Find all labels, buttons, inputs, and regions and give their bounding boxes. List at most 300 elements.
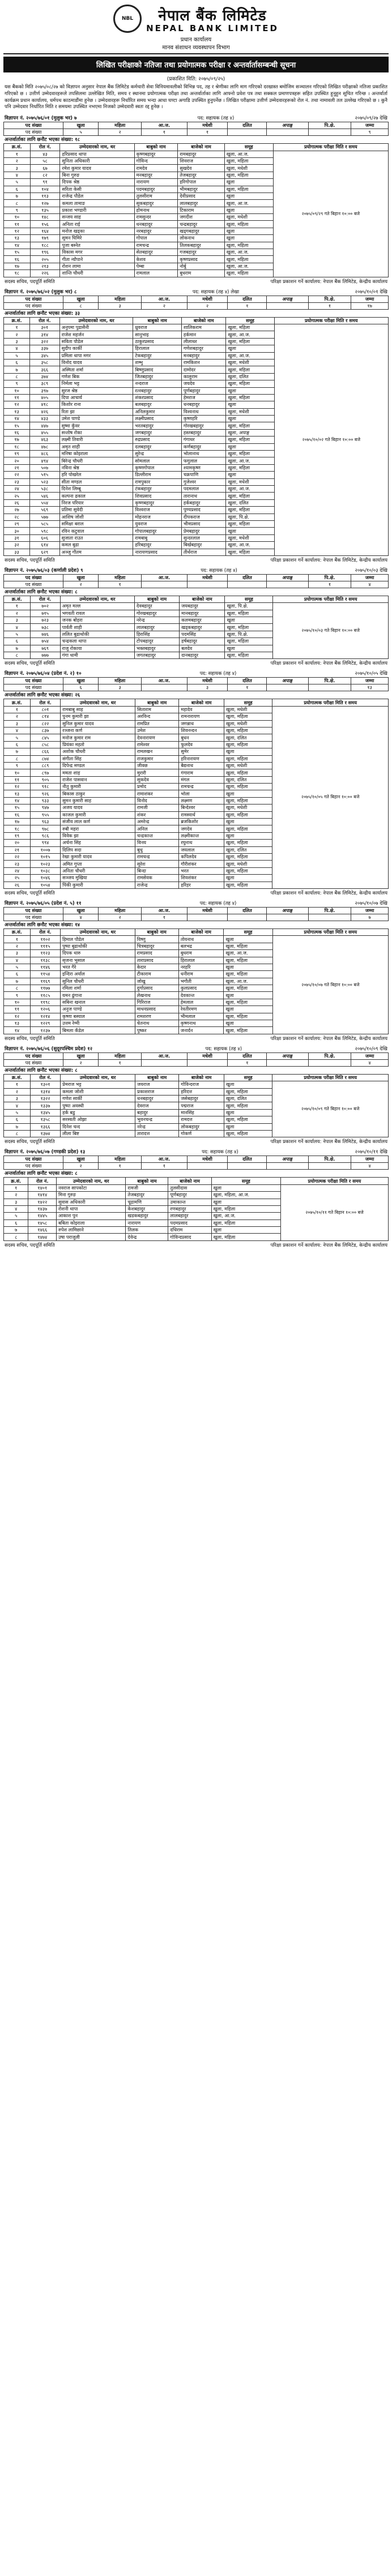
- table-cell: टीकाराम: [135, 971, 178, 978]
- table-cell: मनोज कुमार राम: [61, 734, 135, 741]
- table-cell: खुला: [224, 1020, 272, 1027]
- table-cell: जगबहादुर: [133, 429, 182, 436]
- table-cell: २७: [4, 507, 30, 514]
- table-cell: खुला, पि.क्षे.: [226, 514, 274, 520]
- table-cell: नारायणप्रसाद: [133, 549, 182, 555]
- seat-header-cell: अपाङ्ग: [267, 296, 308, 302]
- table-cell: बिकास ठाकुर: [61, 790, 135, 797]
- table-cell: २३: [4, 861, 31, 867]
- table-cell: खुला, आ.ज.: [224, 249, 273, 256]
- table-cell: खुला, महिला: [211, 1234, 280, 1240]
- seat-header-cell: पि.क्षे.: [308, 907, 351, 914]
- column-header: उम्मेदवारको नाम, थर: [60, 596, 134, 602]
- table-cell: ४: [4, 1205, 28, 1212]
- table-cell: १२०६: [30, 1006, 60, 1013]
- seat-value: [308, 684, 351, 691]
- seat-value: [308, 1059, 351, 1066]
- table-cell: खुला, महिला: [224, 242, 273, 249]
- table-cell: खुला, महिला: [211, 1219, 280, 1226]
- table-cell: खडकबहादुर: [126, 1213, 168, 1219]
- table-cell: खुला, महिला: [226, 422, 274, 429]
- table-cell: खुला, महिला: [224, 713, 272, 720]
- table-cell: शंकरप्रसाद: [133, 394, 182, 401]
- table-cell: गोविन्द: [134, 157, 178, 164]
- table-cell: १७९: [30, 235, 60, 242]
- table-cell: पद्मराज: [179, 1102, 224, 1109]
- table-cell: ५: [4, 734, 31, 741]
- table-cell: ९५५: [30, 811, 60, 818]
- table-cell: ११: [4, 1006, 31, 1013]
- table-cell: दुर्गाप्रसाद: [135, 985, 178, 992]
- table-cell: नवराज सापकोटा: [56, 1184, 125, 1191]
- table-cell: खुला, मधेशी: [226, 478, 274, 485]
- table-cell: नविना श्रेष्ठ: [59, 464, 133, 471]
- table-cell: रामलखन: [135, 748, 179, 755]
- table-cell: सुनिल चौधरी: [60, 978, 135, 985]
- table-cell: ८८९: [30, 762, 60, 769]
- table-cell: देवकान्त: [178, 992, 224, 999]
- table-cell: रामदेव: [134, 165, 178, 172]
- table-cell: ५७७: [30, 514, 59, 520]
- passed-count-line: [3, 136, 389, 143]
- table-cell: १२: [4, 401, 30, 408]
- table-cell: चन्द्रकला थापा: [60, 638, 134, 645]
- table-cell: भीमबहादुर: [178, 186, 225, 192]
- column-header: समूह: [226, 317, 274, 324]
- intro-paragraph: यस बैंकको मिति २०७५/०८/२७ को विज्ञापन अनुसार नेपाल बैंक लिमिटेड कर्मचारी सेवा विनियमावलीको विभिन्न पद, तह र श्रेणीका लागि माग गरिएको दरखास्त बमोजिम सञ्चालन गरिएको लिखित परीक्षाको नतिजा प्रकाशित गरिएको छ । उत्तीर्ण उम्मेदवारहरूले तपसिलमा उल्लेखित मिति, समय र स्थानमा प्रयोगात्मक परीक्षा तथा अन्तर्वार्ताका लागि आफ्नो प्रवेश पत्र तथा सक्कल प्रमाणपत्रहरू सहित उपस्थित हुनुहुन सूचित गरिन्छ । अन्तर्वार्ता कार्यक्रम प्रधान कार्यालय, धर्मपथ काठमाडौंमा हुनेछ । उम्मेदवारहरू निर्धारित समय भन्दा आधा घण्टा अगाडि उपस्थित हुनुपर्नेछ । लिखित परीक्षामा उत्तीर्ण उम्मेदवारहरूको रोल नं. तथा नामावली तल उल्लेख गरिएको छ । कुनै पनि उम्मेदवार निर्धारित मिति र समयमा उपस्थित नभएमा निजको उम्मेदवारी स्वतः रद्द हुनेछ ।: [5, 84, 387, 110]
- notice-title: लिखित परीक्षाको नतिजा तथा प्रयोगात्मक परीक्षा र अन्तर्वार्तासम्बन्धी सूचना: [3, 57, 389, 72]
- table-cell: खुला, महिला: [226, 338, 274, 345]
- table-cell: १५: [4, 422, 30, 429]
- seat-values-row: [4, 1059, 389, 1066]
- schedule-cell: २०७५/०९/२९ गते बिहान १०:०० बजे: [273, 151, 388, 277]
- table-cell: दिपक थारु: [60, 950, 135, 957]
- table-cell: ४७८: [30, 443, 59, 450]
- table-cell: निरज परियार: [59, 499, 133, 506]
- table-cell: ६: [4, 359, 30, 366]
- table-cell: नरेन्द्र: [134, 617, 179, 624]
- seat-header-row: [4, 122, 389, 129]
- table-cell: रामनारायण: [179, 713, 224, 720]
- column-header: प्रयोगात्मक परीक्षा मिति र समय: [274, 317, 388, 324]
- table-cell: खुला, महिला: [226, 437, 274, 443]
- section-footer: [3, 1241, 389, 1250]
- section-footer: [3, 659, 389, 667]
- seat-value: [267, 914, 308, 921]
- table-cell: गौरीशंकर: [179, 861, 224, 867]
- table-cell: ६: [4, 1219, 28, 1226]
- table-cell: राजेश महर्जन: [59, 331, 133, 338]
- table-cell: काजल कुमारी: [61, 811, 135, 818]
- level-label: पद: सहायक (तह ४) लेखा: [192, 289, 240, 295]
- table-cell: २२६: [30, 270, 60, 277]
- table-cell: रामबहादुर: [178, 151, 225, 157]
- level-label: पद: सहायक (तह ४): [199, 900, 237, 906]
- seat-value: १: [99, 1059, 142, 1066]
- table-cell: खुला, मधेशी: [226, 534, 274, 541]
- table-cell: १२: [4, 784, 31, 790]
- seat-value: १: [187, 129, 228, 136]
- table-cell: गंगा धामी: [60, 652, 134, 659]
- table-cell: महादेव: [179, 706, 224, 713]
- table-cell: सुजाता राउत: [59, 534, 133, 541]
- table-cell: ९७८: [30, 825, 60, 832]
- table-cell: प्रकाशराज: [135, 1088, 179, 1095]
- seat-table: [3, 122, 389, 136]
- table-cell: निर्मला भट्ट: [59, 380, 133, 387]
- table-cell: अमृत शाही: [59, 443, 133, 450]
- seat-value: ६: [63, 684, 99, 691]
- table-cell: २५: [4, 493, 30, 499]
- table-cell: २१३: [30, 263, 60, 269]
- table-cell: भगौती: [178, 978, 224, 985]
- table-cell: तीर्थराज: [181, 549, 226, 555]
- table-cell: टिकाराम: [178, 207, 225, 213]
- seat-header-row: [4, 678, 389, 684]
- table-cell: बिष्णुप्रसाद: [133, 366, 182, 373]
- schedule-cell: २०७५/१०/११ गते बिहान १०:०० बजे: [280, 1184, 388, 1240]
- seat-value: ४: [351, 581, 389, 588]
- table-cell: १०४६: [30, 875, 60, 882]
- table-cell: १: [4, 324, 30, 331]
- candidates-table: [3, 317, 389, 556]
- table-cell: खुला: [224, 179, 273, 186]
- column-header: रोल नं.: [30, 596, 60, 602]
- table-cell: शिवनन्दन: [179, 727, 224, 734]
- table-cell: जगदेव: [179, 825, 224, 832]
- table-cell: खुला, महिला: [224, 825, 272, 832]
- table-cell: ७६९: [30, 645, 60, 652]
- seat-header-cell: जम्मा: [351, 574, 389, 581]
- table-cell: तोयनाथ: [178, 936, 224, 943]
- table-cell: रामजी: [126, 1184, 168, 1191]
- seat-value: [187, 914, 228, 921]
- table-cell: किशोर राना: [59, 401, 133, 408]
- seat-values-row: [4, 129, 389, 136]
- table-cell: ८९७: [30, 769, 60, 776]
- table-cell: ७१५: [30, 610, 60, 617]
- table-cell: खुला, दलित: [224, 846, 272, 853]
- seat-row-label: पद संख्या: [4, 1059, 63, 1066]
- table-cell: बिन्देश्वर: [179, 805, 224, 811]
- seat-value: १: [142, 129, 188, 136]
- table-cell: ९३३: [30, 797, 60, 804]
- table-cell: खुला, महिला: [224, 769, 272, 776]
- table-cell: १४१४: [28, 1192, 57, 1199]
- table-cell: हर्क बडु: [61, 1109, 135, 1116]
- column-header: प्रयोगात्मक परीक्षा मिति र समय: [272, 928, 388, 935]
- table-cell: १२१४: [30, 1013, 60, 1020]
- table-cell: गणेश सार्की: [61, 1095, 135, 1102]
- table-cell: अनुज पाण्डे: [60, 1006, 135, 1013]
- table-cell: तुलसीराम: [134, 192, 178, 199]
- seat-header-cell: दलित: [228, 678, 267, 684]
- seat-value: [267, 302, 308, 309]
- publisher-note: परिक्षा प्रकाशन गर्ने कार्यालय: नेपाल बैंक लिमिटेड, केन्द्रीय कार्यालय: [270, 557, 387, 563]
- table-row: [4, 936, 389, 943]
- table-cell: ११०२: [30, 936, 60, 943]
- table-row: [4, 151, 389, 157]
- seat-value: [187, 1059, 228, 1066]
- section-footer: [3, 556, 389, 564]
- table-cell: खुला: [224, 964, 272, 970]
- table-cell: खुला, आ.ज.: [211, 1213, 280, 1219]
- table-cell: १३१४: [30, 1088, 60, 1095]
- seat-value: ३: [187, 684, 228, 691]
- seat-value: [187, 1163, 228, 1170]
- table-cell: ४: [4, 345, 30, 352]
- table-cell: खुला, मधेशी: [226, 408, 274, 415]
- committee-note: सदस्य सचिव, पदपूर्ति समिति: [5, 1139, 55, 1145]
- table-cell: सुकबहादुर: [134, 200, 178, 207]
- column-header: बाबुको नाम: [126, 1178, 168, 1184]
- table-cell: खुला, महिला: [226, 493, 274, 499]
- section-header: [3, 900, 389, 907]
- table-cell: खुला, अपाङ्ग: [226, 429, 274, 436]
- seat-header-cell: अपाङ्ग: [267, 1156, 308, 1163]
- table-cell: राजेश पासवान: [61, 776, 135, 783]
- table-cell: राजु रोकाया: [60, 645, 134, 652]
- seat-header-cell: पि.क्षे.: [308, 574, 351, 581]
- table-cell: हर्षबहादुर: [180, 638, 225, 645]
- schedule-cell: २०७५/१०/०३ गते बिहान १०:०० बजे: [273, 603, 389, 659]
- table-cell: सीता मण्डल: [59, 478, 133, 485]
- seat-value: ७: [351, 914, 389, 921]
- table-cell: ११५४: [30, 971, 60, 978]
- section-footer: [3, 1034, 389, 1043]
- table-cell: १०४: [30, 186, 60, 192]
- table-cell: १४५८: [28, 1219, 57, 1226]
- table-cell: ८: [4, 200, 31, 207]
- table-cell: ३१४: [30, 331, 59, 338]
- table-cell: ३३: [4, 549, 30, 555]
- table-cell: १४: [4, 797, 31, 804]
- seat-table: [3, 677, 389, 691]
- table-cell: अमित गुप्ता: [61, 861, 135, 867]
- table-cell: अनिता राई: [60, 221, 134, 228]
- column-header: प्रयोगात्मक परीक्षा मिति र समय: [273, 596, 389, 602]
- table-cell: १७: [4, 437, 30, 443]
- table-cell: अनिल: [135, 825, 179, 832]
- table-cell: खुला: [211, 1227, 280, 1234]
- table-cell: ८०१: [30, 706, 60, 713]
- table-cell: कृष्णा बस्याल: [60, 1013, 135, 1020]
- seat-table: [3, 1156, 389, 1170]
- table-cell: ब्रजकिशोर: [179, 819, 224, 825]
- table-cell: २२: [4, 854, 31, 861]
- table-cell: उत्तम रेग्मी: [60, 1020, 135, 1027]
- table-cell: खुला, मधेशी: [224, 214, 273, 221]
- table-cell: खुला, आ.ज.: [226, 457, 274, 464]
- table-cell: १०: [4, 769, 31, 776]
- table-cell: फगुलाल: [181, 457, 226, 464]
- table-cell: दामोदर: [181, 366, 226, 373]
- table-cell: केशबहादुर: [126, 1205, 168, 1212]
- seat-value: [267, 1163, 308, 1170]
- seat-value: [308, 1163, 351, 1170]
- table-cell: प्रेमबहादुर: [181, 528, 226, 534]
- seat-value: [228, 129, 267, 136]
- table-cell: ५: [4, 1109, 31, 1116]
- table-cell: अञ्जु गौतम: [59, 549, 133, 555]
- seat-values-row: [4, 684, 389, 691]
- table-cell: दिपा आचार्य: [59, 394, 133, 401]
- table-cell: अर्चना सिंह: [61, 840, 135, 846]
- table-cell: २८: [4, 514, 30, 520]
- table-cell: रामलाल: [134, 270, 178, 277]
- table-cell: भुवनचन्द्र: [135, 1116, 179, 1123]
- table-cell: प्रतिमा सुवेदी: [59, 507, 133, 514]
- table-cell: रामबाबु: [133, 534, 182, 541]
- table-cell: भोला: [179, 790, 224, 797]
- table-cell: लक्ष्मीकान्त: [179, 832, 224, 839]
- table-cell: राजेन्द्र पौडेल: [60, 192, 134, 199]
- table-cell: रिता झा: [59, 408, 133, 415]
- table-cell: खुला: [224, 748, 272, 755]
- column-header: प्रयोगात्मक परीक्षा मिति र समय: [272, 1074, 389, 1081]
- table-cell: खुला, महिला: [226, 324, 274, 331]
- table-cell: कृष्णहरि: [181, 416, 226, 422]
- table-cell: गोकर्ण: [179, 1130, 224, 1137]
- table-cell: कृष्णप्रसाद: [178, 256, 225, 263]
- table-cell: ३७४: [30, 373, 59, 380]
- table-cell: खुला, आ.ज.: [224, 978, 272, 985]
- table-cell: ९६३: [30, 819, 60, 825]
- table-cell: रुद्रप्रसाद: [133, 437, 182, 443]
- publisher-note: परिक्षा प्रकाशन गर्ने कार्यालय: नेपाल बैंक लिमिटेड, केन्द्रीय कार्यालय: [270, 279, 387, 285]
- table-cell: शालिकराम: [181, 324, 226, 331]
- table-cell: ४९४: [30, 457, 59, 464]
- table-cell: टेकबहादुर: [133, 352, 182, 359]
- table-cell: अनिलकुमार: [133, 408, 182, 415]
- seat-header-cell: जम्मा: [351, 296, 389, 302]
- table-cell: ३४५: [30, 352, 59, 359]
- result-section: [3, 900, 389, 1043]
- table-cell: ३: [4, 1199, 28, 1205]
- table-cell: रोशन लामा: [60, 263, 134, 269]
- section-footer: [3, 277, 389, 286]
- bank-name-english: NEPAL BANK LIMITED: [146, 23, 279, 33]
- table-cell: ६: [4, 186, 31, 192]
- seat-header-cell: दलित: [228, 296, 267, 302]
- table-cell: भक्तबहादुर: [134, 645, 179, 652]
- passed-count-label: अन्तर्वार्ताका लागि छनौट भएका संख्या: २६: [5, 692, 80, 699]
- table-cell: २९: [4, 520, 30, 527]
- table-cell: ११८५: [30, 992, 60, 999]
- table-cell: पदमसिंह: [180, 631, 225, 637]
- table-cell: कृष्णगोपाल: [133, 464, 182, 471]
- table-cell: ८२२: [30, 720, 60, 727]
- table-cell: सुनिता अधिकारी: [60, 157, 134, 164]
- table-cell: १३५: [30, 207, 60, 213]
- candidates-header-row: [4, 317, 389, 324]
- table-cell: ६: [4, 971, 31, 978]
- table-cell: सुष्मा कुँवर: [59, 422, 133, 429]
- seat-header-cell: खुला: [63, 574, 99, 581]
- table-cell: बबिता कोइराला: [56, 1219, 125, 1226]
- table-cell: बलभद्र: [178, 943, 224, 949]
- table-cell: ४५५: [30, 429, 59, 436]
- table-cell: पदमबहादुर: [134, 186, 178, 192]
- column-header: समूह: [224, 928, 272, 935]
- seat-values-row: [4, 914, 389, 921]
- passed-count-label: अन्तर्वार्ताका लागि छनौट भएका संख्या: ३३: [5, 310, 80, 316]
- table-cell: खुला: [211, 1199, 280, 1205]
- table-cell: रामचन्द्र: [135, 854, 179, 861]
- table-cell: तेजबहादुर: [126, 1192, 168, 1199]
- table-cell: चूडामणि: [126, 1199, 168, 1205]
- table-cell: खुला, महिला: [224, 882, 272, 888]
- table-cell: १६: [4, 429, 30, 436]
- table-cell: खुला, मधेशी: [226, 359, 274, 366]
- table-cell: खुला: [224, 936, 272, 943]
- seat-header-cell: मधेशी: [187, 678, 228, 684]
- table-cell: ४: [4, 1102, 31, 1109]
- seat-header-cell: पि.क्षे.: [308, 1052, 351, 1059]
- table-cell: हेमलाल: [178, 999, 224, 1005]
- table-cell: तुलसीदास: [168, 1184, 211, 1191]
- table-cell: प्रमिला थापा मगर: [59, 352, 133, 359]
- table-cell: गणेशबहादुर: [181, 345, 226, 352]
- table-cell: श्यामकृष्ण: [181, 464, 226, 471]
- table-cell: ९०५: [30, 776, 60, 783]
- ad-date: २०७५/१०/०३ देखि: [355, 567, 387, 574]
- table-cell: नोर्बु: [178, 263, 225, 269]
- table-cell: पुष्पा बुढाथोकी: [60, 943, 135, 949]
- table-cell: केदार: [135, 964, 178, 970]
- table-cell: रामचन्द्र: [179, 784, 224, 790]
- table-cell: खुला, आ.ज.: [226, 542, 274, 549]
- table-cell: खुला, आ.ज.: [226, 485, 274, 492]
- table-cell: पदमप्रसाद: [168, 1219, 211, 1226]
- seat-header-cell: पद संख्या: [4, 1052, 63, 1059]
- result-section: [3, 1148, 389, 1250]
- seat-header-cell: खुला: [63, 1052, 99, 1059]
- seat-value: ४: [63, 914, 99, 921]
- table-cell: डिल्लीराम: [133, 472, 182, 478]
- table-cell: ८: [4, 755, 31, 762]
- table-cell: ७४६: [30, 631, 60, 637]
- table-cell: बुधराम: [178, 950, 224, 957]
- table-cell: सन्तोष रोका: [59, 429, 133, 436]
- table-cell: खुला: [225, 645, 273, 652]
- table-cell: खुला, पि.क्षे.: [225, 603, 273, 610]
- table-cell: ८: [4, 1234, 28, 1240]
- seat-header-row: [4, 1052, 389, 1059]
- table-cell: ५०७: [30, 464, 59, 471]
- seat-value: ४: [351, 1059, 389, 1066]
- table-cell: हरिगोपाल: [178, 179, 225, 186]
- seat-value: १: [228, 1059, 267, 1066]
- table-cell: ६: [4, 741, 31, 748]
- committee-note: सदस्य सचिव, पदपूर्ति समिति: [5, 279, 55, 285]
- table-cell: ६: [4, 638, 31, 645]
- table-cell: प्रमोद: [135, 784, 179, 790]
- table-cell: बुधु: [135, 846, 179, 853]
- table-cell: खुला, पि.क्षे.: [225, 631, 273, 637]
- passed-count-label: अन्तर्वार्ताका लागि छनौट भएका संख्या: १४: [5, 922, 80, 928]
- table-row: [4, 1081, 389, 1088]
- table-cell: धनबहादुर: [181, 401, 226, 408]
- seat-header-cell: महिला: [99, 574, 142, 581]
- table-cell: रामशरण: [135, 1013, 178, 1020]
- table-cell: बिमला कँडेल: [60, 1027, 135, 1034]
- table-cell: मनिषा कोइराला: [59, 451, 133, 457]
- table-cell: खुला, महिला: [226, 520, 274, 527]
- table-cell: गोविन्दराज: [179, 1081, 224, 1088]
- table-cell: सुवास अधिकारी: [56, 1199, 125, 1205]
- seat-row-label: पद संख्या: [4, 684, 63, 691]
